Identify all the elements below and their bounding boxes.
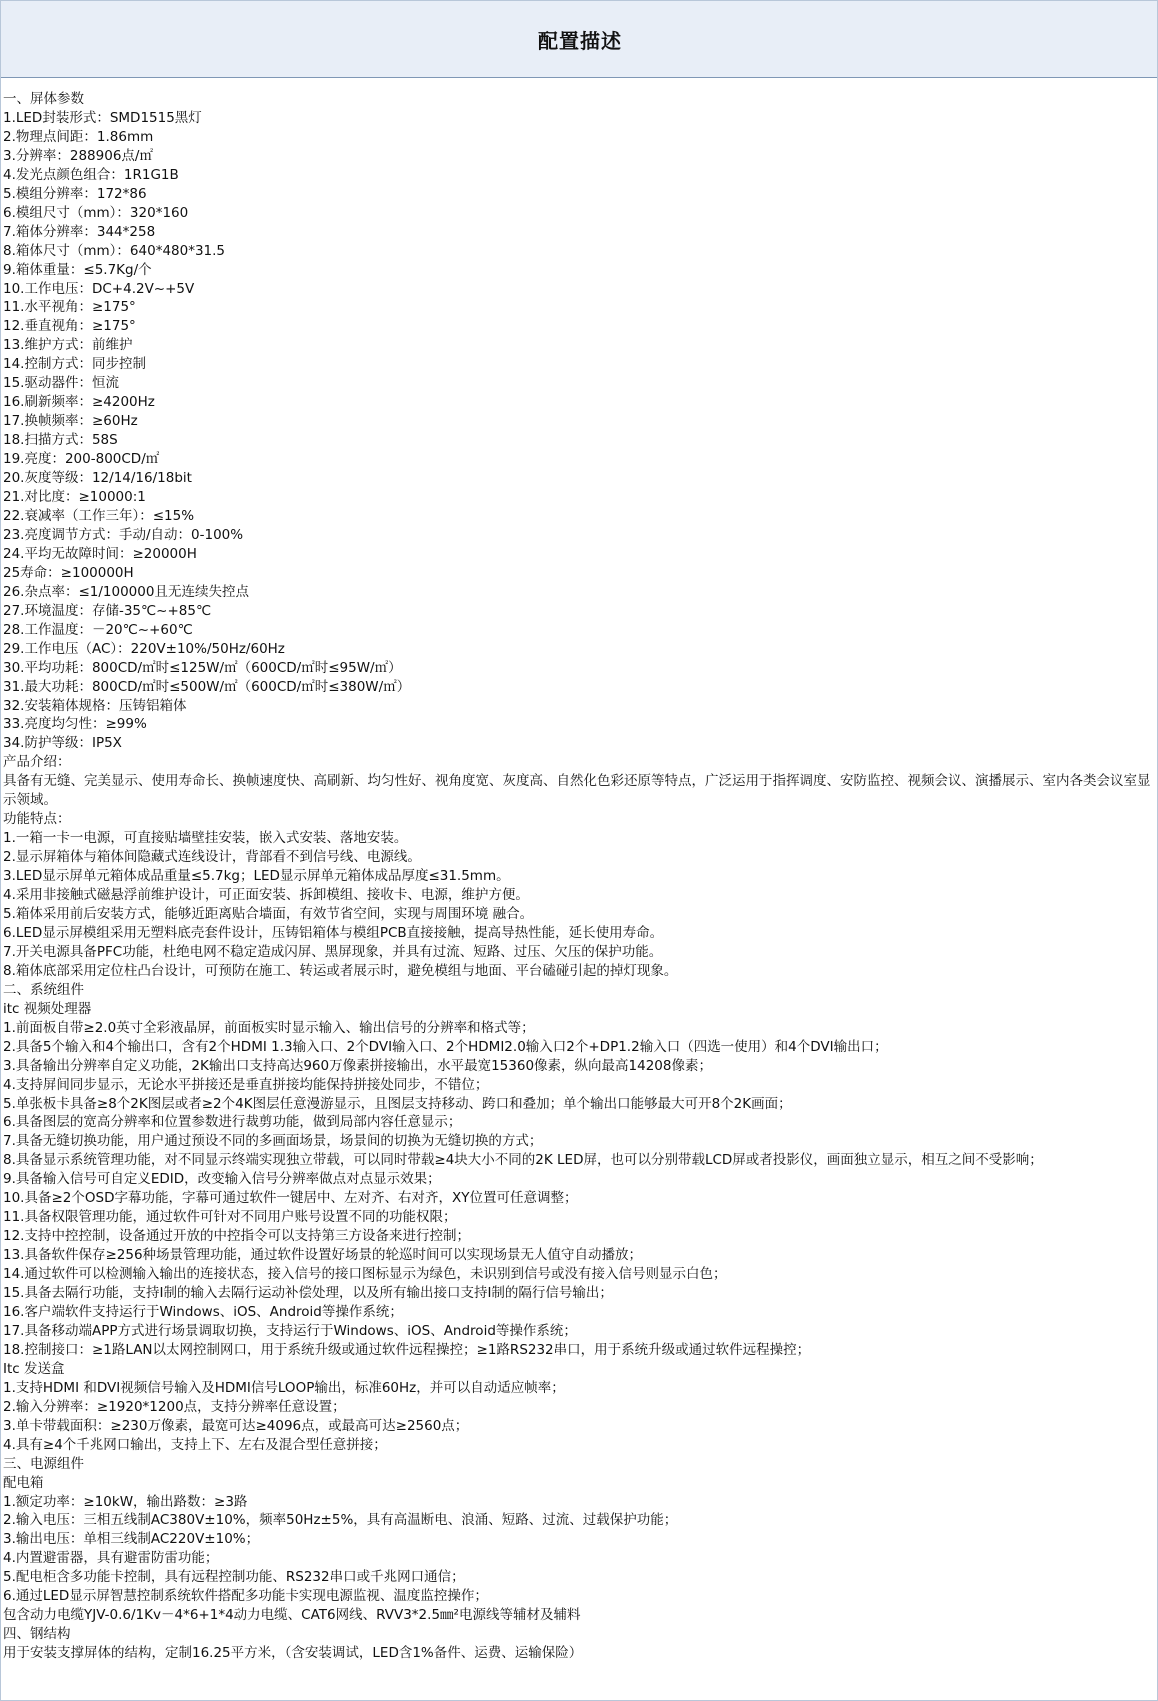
description-line: 11.具备权限管理功能，通过软件可针对不同用户账号设置不同的功能权限；	[3, 1209, 457, 1226]
description-line: 5.箱体采用前后安装方式，能够近距离贴合墙面，有效节省空间，实现与周围环境 融合。	[3, 905, 534, 922]
description-line: 6.LED显示屏模组采用无塑料底壳套件设计，压铸铝箱体与模组PCB直接接触，提高导热性能，延长使用寿命。	[3, 924, 664, 941]
description-line: 2.输入分辨率：≥1920*1200点，支持分辨率任意设置；	[3, 1398, 346, 1415]
description-line: 29.工作电压（AC）：220V±10%/50Hz/60Hz	[3, 640, 285, 657]
description-line: 31.最大功耗：800CD/㎡时≤500W/㎡（600CD/㎡时≤380W/㎡）	[3, 678, 411, 695]
description-line: 1.一箱一卡一电源，可直接贴墙壁挂安装，嵌入式安装、落地安装。	[3, 830, 408, 847]
description-line: 18.扫描方式：58S	[3, 432, 118, 449]
description-line: 17.换帧频率：≥60Hz	[3, 413, 138, 430]
description-line: 3.输出电压：单相三线制AC220V±10%；	[3, 1531, 260, 1548]
description-line: 2.具备5个输入和4个输出口，含有2个HDMI 1.3输入口、2个DVI输入口、2个HDMI2.0输入口2个+DP1.2输入口（四选一使用）和4个DVI输出口；	[3, 1038, 888, 1055]
description-line: 24.平均无故障时间：≥20000H	[3, 545, 197, 562]
description-line: 4.发光点颜色组合：1R1G1B	[3, 166, 179, 183]
description-line: 一、屏体参数	[3, 91, 84, 107]
description-line: 27.环境温度：存储-35℃~+85℃	[3, 602, 212, 619]
description-line: 33.亮度均匀性：≥99%	[3, 716, 147, 733]
description-line: 2.输入电压：三相五线制AC380V±10%，频率50Hz±5%，具有高温断电、浪涌、短路、过流、过载保护功能；	[3, 1512, 678, 1529]
description-line: 12.支持中控控制，设备通过开放的中控指令可以支持第三方设备来进行控制；	[3, 1228, 470, 1245]
description-body	[1, 78, 1157, 1663]
description-line: 四、钢结构	[3, 1626, 71, 1643]
description-line: 包含动力电缆YJV-0.6/1Kv－4*6+1*4动力电缆、CAT6网线、RVV3*2.5㎜²电源线等辅材及辅料	[3, 1607, 581, 1624]
description-line: 14.通过软件可以检测输入输出的连接状态，接入信号的接口图标显示为绿色，未识别到信号或没有接入信号则显示白色；	[3, 1266, 727, 1283]
description-line: 4.内置避雷器，具有避雷防雷功能；	[3, 1550, 219, 1567]
description-line: 21.对比度：≥10000:1	[3, 489, 146, 506]
description-line: 6.具备图层的宽高分辨率和位置参数进行裁剪功能，做到局部内容任意显示；	[3, 1114, 462, 1131]
description-line: 17.具备移动端APP方式进行场景调取切换，支持运行于Windows、iOS、Android等操作系统；	[3, 1322, 577, 1339]
description-line: 1.支持HDMI 和DVI视频信号输入及HDMI信号LOOP输出，标准60Hz，并可以自动适应帧率；	[3, 1379, 565, 1396]
description-line: 三、电源组件	[3, 1455, 84, 1472]
description-line: 34.防护等级：IP5X	[3, 735, 122, 752]
description-line: 28.工作温度：－20℃~+60℃	[3, 621, 193, 638]
description-line: 2.显示屏箱体与箱体间隐藏式连线设计，背部看不到信号线、电源线。	[3, 849, 421, 866]
description-line: 具备有无缝、完美显示、使用寿命长、换帧速度快、高刷新、均匀性好、视角度宽、灰度高、自然化色彩还原等特点，广泛运用于指挥调度、安防监控、视频会议、演播展示、室内各类会议室显示领域。	[3, 773, 1151, 809]
description-line: Itc 发送盒	[3, 1360, 65, 1377]
description-line: 8.箱体底部采用定位柱凸台设计，可预防在施工、转运或者展示时，避免模组与地面、平台磕碰引起的掉灯现象。	[3, 962, 678, 979]
description-line: 10.工作电压：DC+4.2V~+5V	[3, 280, 195, 297]
description-line: 4.支持屏间同步显示，无论水平拼接还是垂直拼接均能保持拼接处同步，不错位；	[3, 1076, 489, 1093]
description-line: 30.平均功耗：800CD/㎡时≤125W/㎡（600CD/㎡时≤95W/㎡）	[3, 659, 402, 676]
description-line: 7.开关电源具备PFC功能，杜绝电网不稳定造成闪屏、黑屏现象，并具有过流、短路、过压、欠压的保护功能。	[3, 943, 663, 960]
description-line: 7.具备无缝切换功能，用户通过预设不同的多画面场景，场景间的切换为无缝切换的方式；	[3, 1133, 543, 1150]
description-line: 3.分辨率：288906点/㎡	[3, 147, 153, 164]
description-line: 15.驱动器件：恒流	[3, 375, 119, 392]
description-line: 8.箱体尺寸（mm）：640*480*31.5	[3, 242, 226, 259]
description-line: 26.杂点率：≤1/100000且无连续失控点	[3, 583, 249, 600]
description-line: 产品介绍：	[3, 754, 71, 771]
description-line: 12.垂直视角：≥175°	[3, 318, 136, 335]
description-line: 1.LED封装形式：SMD1515黑灯	[3, 109, 202, 126]
description-line: 4.采用非接触式磁悬浮前维护设计，可正面安装、拆卸模组、接收卡、电源，维护方便。	[3, 887, 529, 904]
page-title: 配置描述	[538, 28, 622, 53]
description-line: 9.箱体重量：≤5.7Kg/个	[3, 261, 152, 278]
description-line: 4.具有≥4个千兆网口输出，支持上下、左右及混合型任意拼接；	[3, 1436, 387, 1453]
description-line: 22.衰减率（工作三年）：≤15%	[3, 507, 195, 524]
description-line: 13.具备软件保存≥256种场景管理功能，通过软件设置好场景的轮巡时间可以实现场景无人值守自动播放；	[3, 1247, 643, 1264]
description-line: 3.单卡带载面积：≥230万像素，最宽可达≥4096点，或最高可达≥2560点；	[3, 1417, 469, 1434]
description-line: 5.配电柜含多功能卡控制，具有远程控制功能、RS232串口或千兆网口通信；	[3, 1569, 465, 1586]
description-line: 23.亮度调节方式：手动/自动：0-100%	[3, 526, 244, 543]
description-line: 二、系统组件	[3, 981, 84, 998]
description-line: 2.物理点间距：1.86mm	[3, 128, 154, 145]
description-line: 11.水平视角：≥175°	[3, 299, 136, 316]
description-line: 6.模组尺寸（mm）：320*160	[3, 204, 189, 221]
sheet-header	[1, 0, 1157, 78]
description-line: 6.通过LED显示屏智慧控制系统软件搭配多功能卡实现电源监视、温度监控操作；	[3, 1588, 488, 1605]
description-line: 25寿命：≥100000H	[3, 564, 134, 581]
description-line: itc 视频处理器	[3, 1000, 92, 1017]
description-line: 14.控制方式：同步控制	[3, 356, 146, 373]
description-line: 16.刷新频率：≥4200Hz	[3, 394, 155, 411]
description-line: 7.箱体分辨率：344*258	[3, 223, 156, 240]
description-line: 用于安装支撑屏体的结构，定制16.25平方米，（含安装调试，LED含1%备件、运费、运输保险）	[3, 1645, 583, 1662]
description-line: 18.控制接口：≥1路LAN以太网控制网口，用于系统升级或通过软件远程操控；≥1路RS232串口，用于系统升级或通过软件远程操控；	[3, 1341, 811, 1358]
description-line: 13.维护方式：前维护	[3, 337, 133, 354]
description-line: 9.具备输入信号可自定义EDID，改变输入信号分辨率做点对点显示效果；	[3, 1171, 441, 1188]
description-line: 1.前面板自带≥2.0英寸全彩液晶屏，前面板实时显示输入、输出信号的分辨率和格式等；	[3, 1019, 535, 1036]
description-line: 16.客户端软件支持运行于Windows、iOS、Android等操作系统；	[3, 1304, 403, 1320]
description-line: 19.亮度：200-800CD/㎡	[3, 451, 160, 468]
description-line: 配电箱	[3, 1474, 44, 1491]
description-line: 10.具备≥2个OSD字幕功能，字幕可通过软件一键居中、左对齐、右对齐，XY位置可任意调整；	[3, 1190, 578, 1207]
description-line: 8.具备显示系统管理功能，对不同显示终端实现独立带载，可以同时带载≥4块大小不同的2K LED屏，也可以分别带载LCD屏或者投影仪，画面独立显示，相互之间不受影响；	[3, 1152, 1043, 1169]
description-line: 20.灰度等级：12/14/16/18bit	[3, 470, 192, 487]
description-line: 5.单张板卡具备≥8个2K图层或者≥2个4K图层任意漫游显示，且图层支持移动、跨口和叠加；单个输出口能够最大可开8个2K画面；	[3, 1095, 792, 1112]
description-line: 32.安装箱体规格：压铸铝箱体	[3, 697, 187, 714]
description-line: 3.具备输出分辨率自定义功能，2K输出口支持高达960万像素拼接输出，水平最宽15360像素，纵向最高14208像素；	[3, 1057, 712, 1074]
description-line: 3.LED显示屏单元箱体成品重量≤5.7kg；LED显示屏单元箱体成品厚度≤31.5mm。	[3, 868, 510, 885]
description-line: 15.具备去隔行功能，支持I制的输入去隔行运动补偿处理，以及所有输出接口支持I制的隔行信号输出；	[3, 1285, 613, 1302]
description-line: 5.模组分辨率：172*86	[3, 185, 147, 202]
description-line: 1.额定功率：≥10kW，输出路数：≥3路	[3, 1493, 248, 1510]
description-line: 功能特点：	[3, 811, 71, 828]
